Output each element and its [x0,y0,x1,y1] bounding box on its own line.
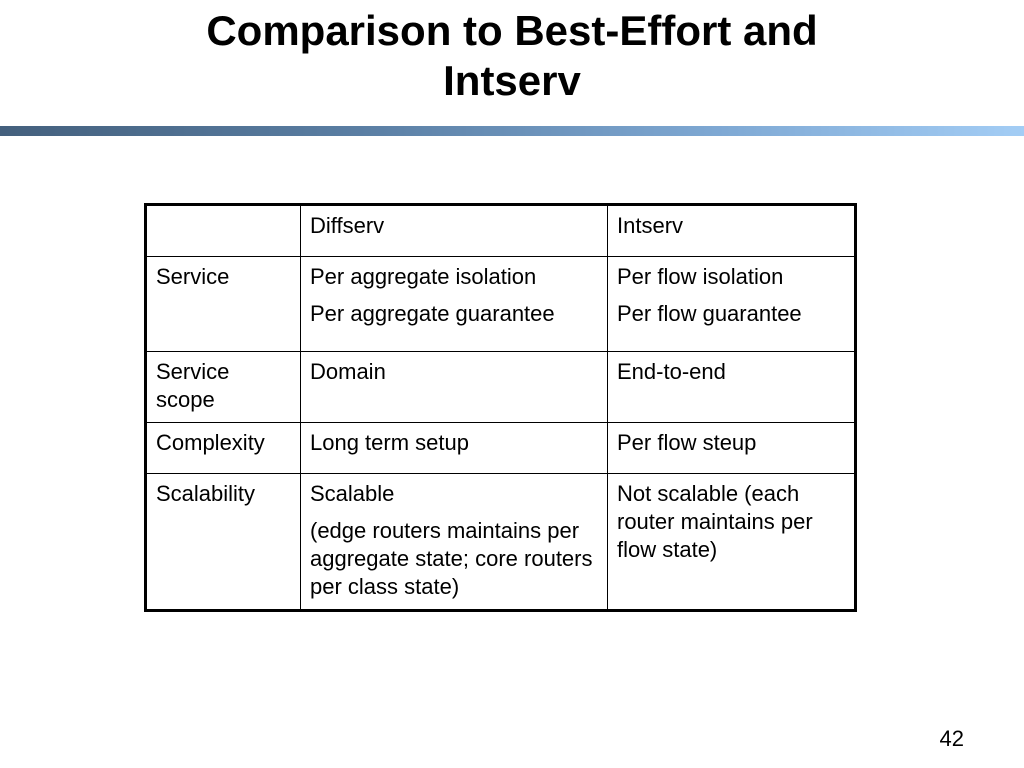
cell-service-diffserv [301,257,608,352]
cell-complexity-intserv [608,423,856,474]
table-row-scalability [146,474,856,611]
slide-title-line-2: Intserv [443,57,581,104]
page-number: 42 [939,726,964,751]
table-row-complexity [146,423,856,474]
cell-scalability-intserv [608,474,856,611]
header-cell-empty [146,205,301,257]
cell-line: End-to-end [617,359,726,384]
cell-scalability-diffserv [301,474,608,611]
cell-scope-diffserv [301,352,608,423]
cell-complexity-diffserv [301,423,608,474]
cell-line: Per flow guarantee [617,301,802,326]
row-label-scalability: Scalability [146,474,301,611]
row-label-complexity: Complexity [146,423,301,474]
cell-scope-intserv [608,352,856,423]
cell-line: Not scalable (each router maintains per flow state) [617,481,813,562]
table-row-service [146,257,856,352]
comparison-table [144,203,857,612]
row-label-service-scope: Service scope [146,352,301,423]
cell-line: Per aggregate guarantee [310,301,555,326]
cell-line: Long term setup [310,430,469,455]
slide-title-line-1: Comparison to Best-Effort and [206,7,818,54]
header-cell-intserv: Intserv [608,205,856,257]
title-divider [0,126,1024,136]
row-label-service: Service [146,257,301,352]
cell-line: (edge routers maintains per aggregate state; core routers per class state) [310,518,593,599]
cell-line: Per aggregate isolation [310,264,537,289]
cell-line: Per flow isolation [617,264,784,289]
table-header-row [146,205,856,257]
header-cell-diffserv: Diffserv [301,205,608,257]
cell-line: Per flow steup [617,430,757,455]
cell-line: Domain [310,359,386,384]
slide-title [0,6,1024,106]
cell-service-intserv [608,257,856,352]
table-row-service-scope [146,352,856,423]
cell-line: Scalable [310,481,395,506]
